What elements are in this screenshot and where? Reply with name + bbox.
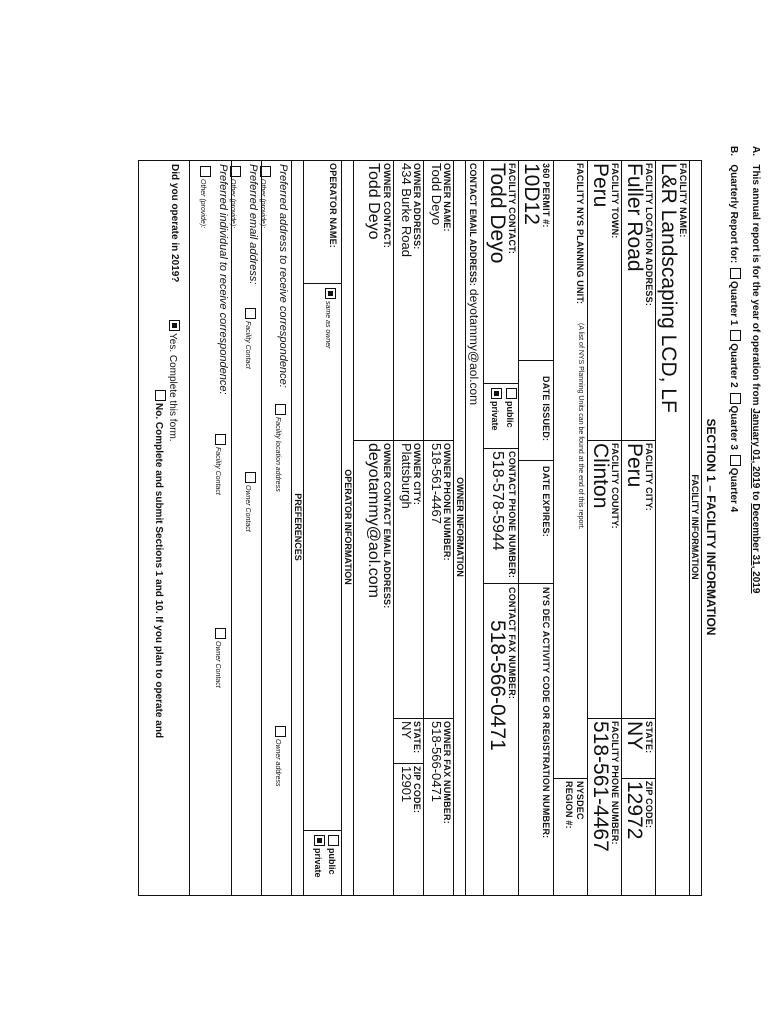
same-as-owner-label: same as owner (324, 301, 331, 349)
header-a-letter: A. (750, 146, 761, 156)
owner-email-value: deyotammy@aol.com (365, 443, 382, 598)
operate-no-checkbox[interactable] (155, 390, 166, 401)
divider (622, 718, 656, 719)
facility-location-value: Fuller Road (623, 163, 646, 272)
pref-individual-owner-option[interactable] (211, 626, 229, 688)
section-title: SECTION 1 – FACILITY INFORMATION (704, 418, 718, 636)
divider (622, 440, 656, 441)
owner-phone-label: OWNER PHONE NUMBER: (442, 443, 452, 561)
pref-address-owner-checkbox[interactable] (275, 726, 286, 737)
header-line-a (750, 146, 761, 593)
contact-fax-label: CONTACT FAX NUMBER: (507, 587, 517, 700)
facility-zip-value: 12972 (623, 781, 646, 840)
operate-yes-checkbox[interactable] (169, 320, 180, 331)
divider (394, 440, 424, 441)
operate-yes-label: Yes. Complete this form. (167, 333, 178, 442)
pref-email-question: Preferred email address: (247, 164, 259, 285)
contact-email-label: CONTACT EMAIL ADDRESS: (468, 163, 478, 286)
header-a-end: December 31, 2019 (750, 503, 761, 594)
quarter-3-label: Quarter 3 (728, 405, 739, 450)
quarter-4-checkbox[interactable] (730, 455, 741, 466)
operator-public-label: public (327, 848, 337, 875)
divider (465, 160, 466, 895)
divider (519, 460, 554, 461)
divider (423, 160, 424, 895)
divider (554, 778, 588, 779)
header-a-to: to (750, 491, 761, 501)
contact-public-label: public (505, 401, 515, 428)
pref-email-other-label: Other (provide): (229, 179, 236, 229)
pref-individual-facility-checkbox[interactable] (215, 434, 226, 445)
divider (518, 160, 519, 895)
divider (519, 360, 554, 361)
pref-email-facility-label: Facility Contact (244, 321, 251, 369)
divider (622, 778, 656, 779)
permit-value: 10D12 (520, 163, 543, 225)
operate-question: Did you operate in 2019? (169, 164, 180, 283)
same-as-owner-option[interactable] (321, 286, 339, 348)
same-as-owner-checkbox[interactable] (325, 288, 336, 299)
divider (621, 160, 622, 895)
divider (483, 160, 484, 895)
quarter-4-label: Quarter 4 (728, 467, 739, 513)
owner-email-label: OWNER CONTACT EMAIL ADDRESS: (382, 443, 392, 609)
owner-state-label: STATE: (412, 721, 422, 754)
pref-address-other-label: Other (provide): (259, 179, 266, 229)
pref-email-owner-option[interactable] (241, 470, 259, 532)
quarter-2-label: Quarter 2 (728, 343, 739, 388)
owner-fax-value: 518-566-0471 (429, 721, 444, 802)
facility-info-heading: FACILITY INFORMATION (690, 474, 700, 580)
planning-unit-note: (A list of NYS Planning Units can be found at the end of this report. (577, 323, 584, 530)
contact-phone-label: CONTACT PHONE NUMBER: (507, 451, 517, 579)
facility-name-value: L&R Landscaping LCD, LF (657, 163, 680, 413)
quarter-1-label: Quarter 1 (728, 281, 739, 326)
divider (588, 440, 622, 441)
pref-individual-other-option[interactable] (196, 164, 214, 228)
divider (304, 283, 342, 284)
quarter-3-checkbox[interactable] (730, 393, 741, 404)
divider (304, 830, 342, 831)
divider (519, 583, 554, 584)
pref-email-facility-option[interactable] (241, 306, 259, 369)
divider (341, 160, 342, 895)
activity-code-label: NYS DEC ACTIVITY CODE OR REGISTRATION NUMBER: (541, 587, 551, 839)
facility-county-label: FACILITY COUNTY: (610, 443, 620, 529)
operator-private-label: private (313, 848, 323, 878)
operator-name-label: OPERATOR NAME: (328, 163, 338, 248)
header-line-b (728, 146, 741, 512)
divider (291, 160, 292, 895)
contact-email-row (467, 163, 481, 405)
facility-phone-value: 518-561-4467 (589, 721, 612, 852)
pref-address-owner-option[interactable] (271, 724, 289, 786)
owner-state-value: NY (399, 721, 414, 740)
pref-email-facility-checkbox[interactable] (245, 308, 256, 319)
pref-address-question: Preferred address to receive correspondence: (277, 164, 289, 388)
operator-private-option[interactable] (313, 833, 325, 878)
nysdec-region-label: NYSDEC REGION #: (564, 781, 585, 829)
operate-no-option[interactable] (153, 388, 166, 738)
divider (484, 583, 519, 584)
facility-state-value: NY (623, 721, 646, 751)
pref-individual-question: Preferred individual to receive correspondence: (217, 164, 229, 395)
facility-city-label: FACILITY CITY: (644, 443, 654, 511)
owner-contact-label: OWNER CONTACT: (382, 163, 392, 249)
quarter-2-checkbox[interactable] (730, 330, 741, 341)
facility-zip-label: ZIP CODE: (644, 781, 654, 829)
pref-address-facility-checkbox[interactable] (275, 404, 286, 415)
permit-label: 360 PERMIT #: (541, 163, 551, 228)
owner-address-label: OWNER ADDRESS: (412, 163, 422, 250)
pref-individual-owner-checkbox[interactable] (215, 628, 226, 639)
divider (393, 160, 394, 895)
divider (424, 718, 454, 719)
owner-zip-label: ZIP CODE: (412, 766, 422, 814)
operate-yes-option[interactable] (167, 318, 180, 442)
contact-fax-value: 518-566-0471 (486, 620, 509, 751)
pref-email-owner-label: Owner Contact (244, 485, 251, 532)
pref-individual-facility-option[interactable] (211, 432, 229, 495)
divider (689, 160, 690, 895)
divider (588, 718, 622, 719)
header-b-letter: B. (728, 146, 739, 156)
facility-town-label: FACILITY TOWN: (610, 163, 620, 239)
facility-county-value: Clinton (589, 443, 612, 509)
owner-name-label: OWNER NAME: (442, 163, 452, 232)
owner-city-value: Plattsburgh (399, 443, 414, 509)
divider (231, 160, 232, 895)
pref-address-owner-label: Owner address (274, 739, 281, 787)
divider (424, 440, 454, 441)
divider (655, 160, 656, 895)
pref-address-facility-label: Facility location address (274, 417, 281, 492)
pref-individual-owner-label: Owner Contact (214, 641, 221, 688)
facility-phone-label: FACILITY PHONE NUMBER: (610, 721, 620, 845)
divider (587, 160, 588, 895)
divider (303, 160, 304, 895)
contact-public-option[interactable] (505, 386, 517, 428)
owner-phone-value: 518-561-4467 (429, 443, 444, 524)
operator-info-heading: OPERATOR INFORMATION (343, 469, 353, 585)
facility-name-label: FACILITY NAME: (678, 163, 688, 238)
owner-address-value: 434 Burke Road (399, 163, 414, 257)
owner-city-label: OWNER CITY: (412, 443, 422, 506)
pref-individual-other-checkbox[interactable] (200, 166, 211, 177)
facility-contact-label: FACILITY CONTACT: (507, 163, 517, 255)
operator-public-option[interactable] (327, 833, 339, 875)
divider (353, 160, 354, 895)
divider (354, 440, 394, 441)
quarter-1-checkbox[interactable] (730, 268, 741, 279)
owner-fax-label: OWNER FAX NUMBER: (442, 721, 452, 824)
contact-public-checkbox[interactable] (506, 388, 517, 399)
contact-email-value: deyotammy@aol.com (467, 288, 481, 406)
divider (394, 763, 424, 764)
pref-email-owner-checkbox[interactable] (245, 472, 256, 483)
owner-contact-value: Todd Deyo (365, 163, 382, 240)
contact-phone-value: 518-578-5944 (489, 451, 506, 551)
contact-private-option[interactable] (490, 386, 502, 431)
preferences-heading: PREFERENCES (293, 493, 303, 561)
header-b-text: Quarterly Report for: (728, 164, 739, 264)
facility-state-label: STATE: (644, 721, 654, 754)
divider (484, 383, 519, 384)
header-a-start: January 01, 2019 (750, 408, 761, 489)
date-expires-label: DATE EXPIRES: (541, 466, 551, 537)
divider (261, 160, 262, 895)
divider (394, 718, 424, 719)
header-a-text: This annual report is for the year of operation from (750, 164, 761, 406)
pref-individual-other-label: Other (provide): (199, 179, 206, 229)
divider (453, 160, 454, 895)
facility-contact-value: Todd Deyo (486, 163, 509, 264)
owner-name-value: Todd Deyo (429, 163, 444, 226)
date-issued-label: DATE ISSUED: (541, 376, 551, 442)
facility-location-label: FACILITY LOCATION ADDRESS: (644, 163, 654, 307)
owner-zip-value: 12901 (399, 766, 414, 803)
contact-private-label: private (490, 401, 500, 431)
planning-unit-label: FACILITY NYS PLANNING UNIT: (575, 163, 585, 305)
owner-info-heading: OWNER INFORMATION (455, 477, 465, 577)
divider (553, 160, 554, 895)
facility-city-value: Peru (623, 443, 646, 488)
divider (484, 448, 519, 449)
contact-private-checkbox[interactable] (491, 388, 502, 399)
operator-private-checkbox[interactable] (314, 835, 325, 846)
pref-individual-facility-label: Facility Contact (214, 447, 221, 495)
operate-no-label: No. Complete and submit Sections 1 and 10. If you plan to operate and (153, 403, 164, 739)
pref-address-facility-option[interactable] (271, 402, 289, 492)
operator-public-checkbox[interactable] (328, 835, 339, 846)
facility-town-value: Peru (589, 163, 612, 208)
